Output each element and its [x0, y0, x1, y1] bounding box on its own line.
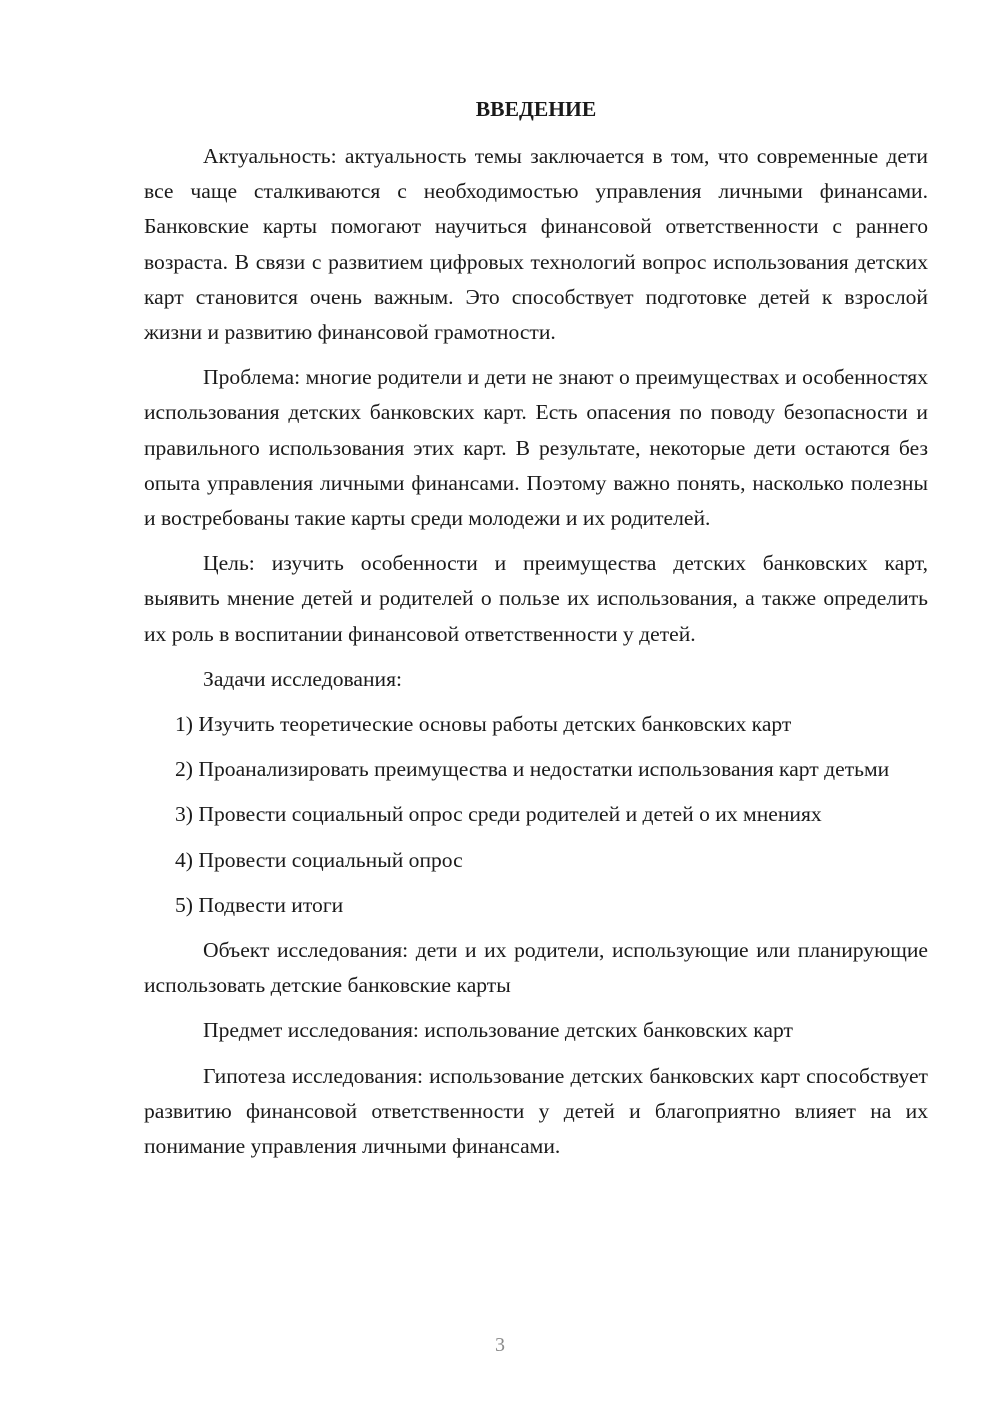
- page-number: 3: [495, 1334, 505, 1356]
- page-title: ВВЕДЕНИЕ: [475, 97, 597, 121]
- paragraph-problem: Проблема: многие родители и дети не знают о преимуществах и особенностях использования детских банковских карт. Есть опасения по поводу безопасности и правильного использования этих карт. В результате, некоторые дети остаются без опыта управления личными финансами. Поэтому важно понять, насколько полезны и востребованы такие карты среди молодежи и их родителей.: [144, 365, 928, 531]
- paragraph-hypothesis: Гипотеза исследования: использование детских банковских карт способствует развитию финансовой ответственности у детей и благоприятно влияет на их понимание управления личными финансами.: [144, 1063, 928, 1159]
- task-item-5: 5) Подвести итоги: [175, 892, 344, 917]
- paragraph-tasks-heading: Задачи исследования:: [203, 666, 403, 691]
- paragraph-object: Объект исследования: дети и их родители, использующие или планирующие использовать детские банковские карты: [144, 938, 928, 998]
- page-content: [144, 92, 928, 1174]
- task-item-1: 1) Изучить теоретические основы работы детских банковских карт: [175, 712, 792, 737]
- task-item-4: 4) Провести социальный опрос: [175, 847, 463, 872]
- paragraph-goal: Цель: изучить особенности и преимущества детских банковских карт, выявить мнение детей и родителей о пользе их использования, а также определить их роль в воспитании финансовой ответственности у детей.: [144, 551, 928, 646]
- paragraph-subject: Предмет исследования: использование детских банковских карт: [203, 1018, 793, 1043]
- task-item-3: 3) Провести социальный опрос среди родителей и детей о их мнениях: [175, 802, 822, 827]
- paragraph-relevance: Актуальность: актуальность темы заключается в том, что современные дети все чаще сталкиваются с необходимостью управления личными финансами. Банковские карты помогают научиться финансовой ответственности с раннего возраста. В связи с развитием цифровых технологий вопрос использования детских карт становится очень важным. Это способствует подготовке детей к взрослой жизни и развитию финансовой грамотности.: [144, 144, 928, 345]
- task-item-2: 2) Проанализировать преимущества и недостатки использования карт детьми: [175, 757, 890, 782]
